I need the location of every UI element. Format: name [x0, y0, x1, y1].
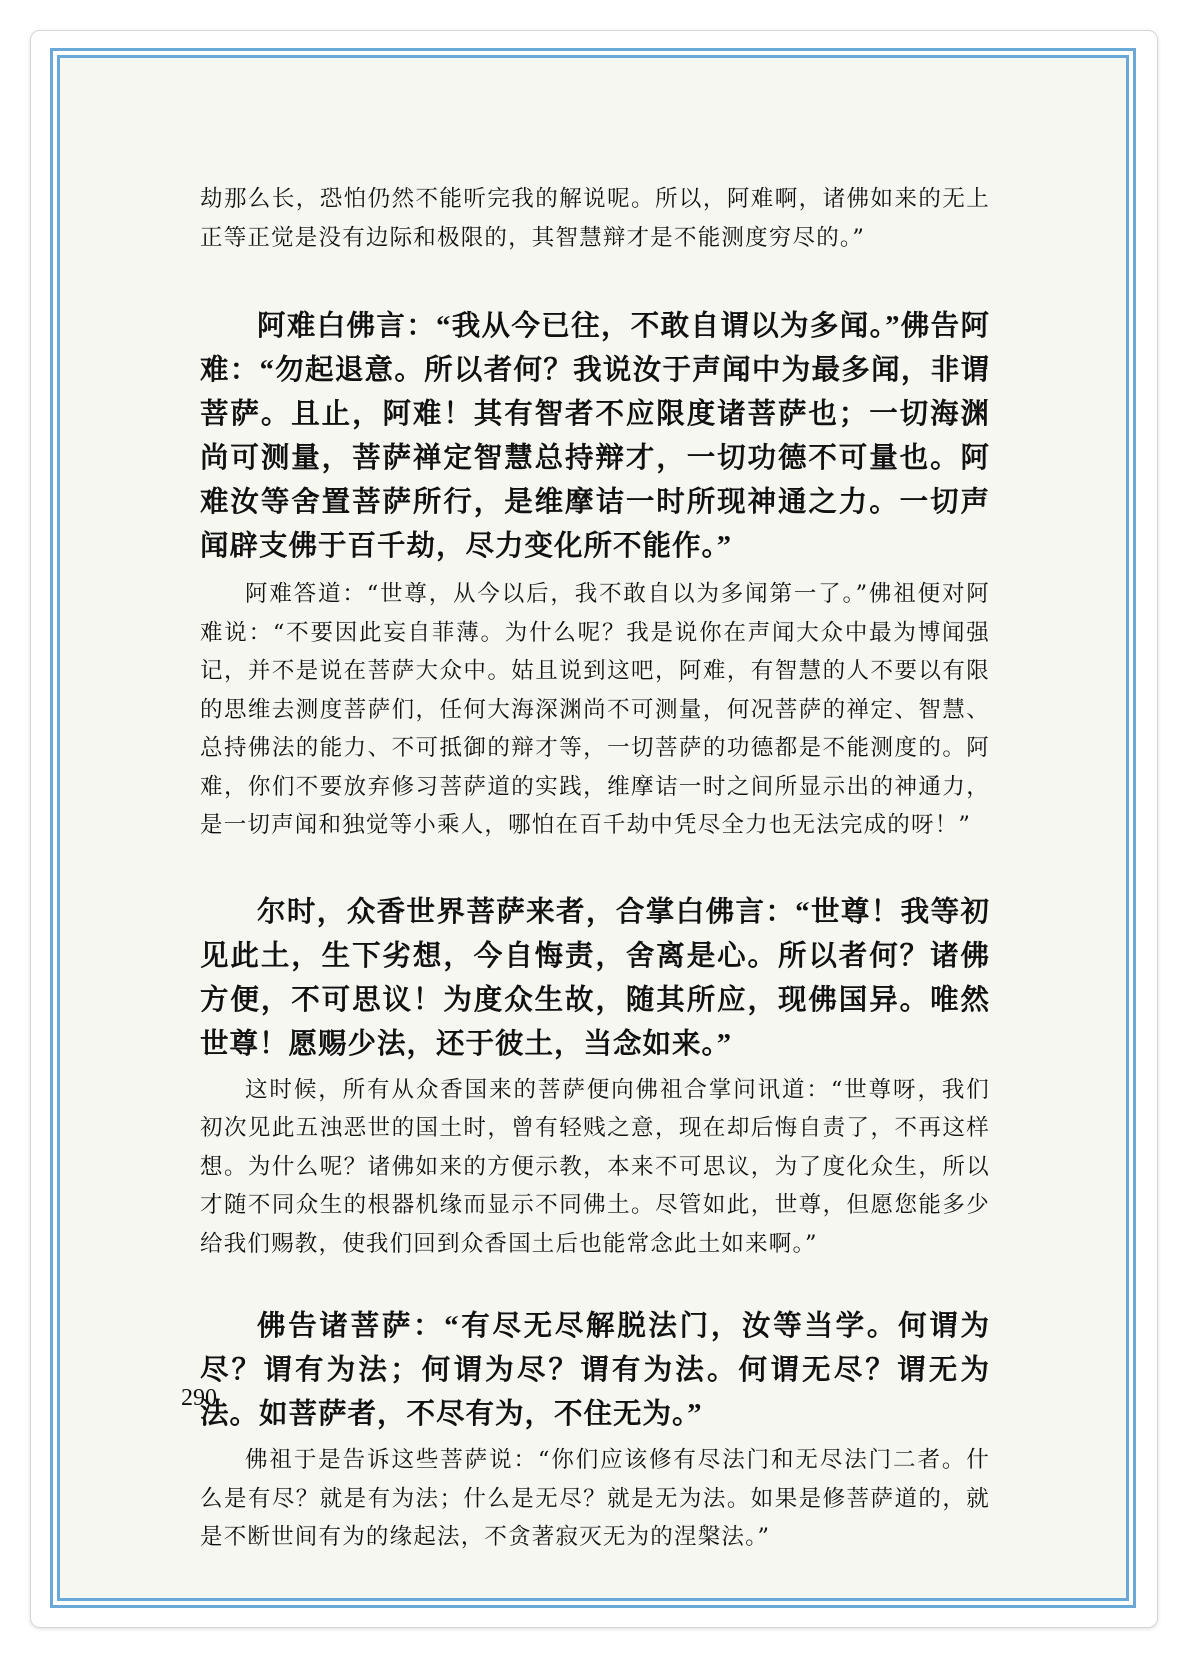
translation-paragraph: 这时候，所有从众香国来的菩萨便向佛祖合掌问讯道：“世尊呀，我们初次见此五浊恶世的国土时，曾有轻贱之意，现在却后悔自责了，不再这样想。为什么呢？诸佛如来的方便示教，本来不可思议，为了度化众生，所以才随不同众生的根器机缘而显示不同佛土。尽管如此，世尊，但愿您能多少给我们赐教，使我们回到众香国土后也能常念此土如来啊。” — [200, 1076, 990, 1257]
page-text — [200, 180, 990, 1557]
translation-paragraph: 阿难答道：“世尊，从今以后，我不敢自以为多闻第一了。”佛祖便对阿难说：“不要因此妄自菲薄。为什么呢？我是说你在声闻大众中最为博闻强记，并不是说在菩萨大众中。姑且说到这吧，阿难，有智慧的人不要以有限的思维去测度菩萨们，任何大海深渊尚不可测量，何况菩萨的禅定、智慧、总持佛法的能力、不可抵御的辩才等，一切菩萨的功德都是不能测度的。阿难，你们不要放弃修习菩萨道的实践，维摩诘一时之间所显示出的神通力，是一切声闻和独觉等小乘人，哪怕在百千劫中凭尽全力也无法完成的呀！” — [200, 581, 990, 838]
translation-paragraph: 佛祖于是告诉这些菩萨说：“你们应该修有尽法门和无尽法门二者。什么是有尽？就是有为法；什么是无尽？就是无为法。如果是修菩萨道的，就是不断世间有为的缘起法，不贪著寂灭无为的涅槃法。” — [200, 1447, 990, 1550]
translation-paragraph-continued: 劫那么长，恐怕仍然不能听完我的解说呢。所以，阿难啊，诸佛如来的无上正等正觉是没有边际和极限的，其智慧辩才是不能测度穷尽的。” — [200, 186, 990, 251]
scripture-paragraph: 尔时，众香世界菩萨来者，合掌白佛言：“世尊！我等初见此土，生下劣想，今自悔责，舍离是心。所以者何？诸佛方便，不可思议！为度众生故，随其所应，现佛国异。唯然世尊！愿赐少法，还于彼土，当念如来。” — [200, 896, 990, 1060]
scripture-paragraph: 阿难白佛言：“我从今已往，不敢自谓以为多闻。”佛告阿难：“勿起退意。所以者何？我说汝于声闻中为最多闻，非谓菩萨。且止，阿难！其有智者不应限度诸菩萨也；一切海渊尚可测量，菩萨禅定智慧总持辩才，一切功德不可量也。阿难汝等舍置菩萨所行，是维摩诘一时所现神通之力。一切声闻辟支佛于百千劫，尽力变化所不能作。” — [200, 311, 990, 562]
page-number: 290 — [181, 1385, 217, 1411]
scripture-paragraph: 佛告诸菩萨：“有尽无尽解脱法门，汝等当学。何谓为尽？谓有为法；何谓为尽？谓有为法。何谓无尽？谓无为法。如菩萨者，不尽有为，不住无为。” — [200, 1311, 990, 1430]
